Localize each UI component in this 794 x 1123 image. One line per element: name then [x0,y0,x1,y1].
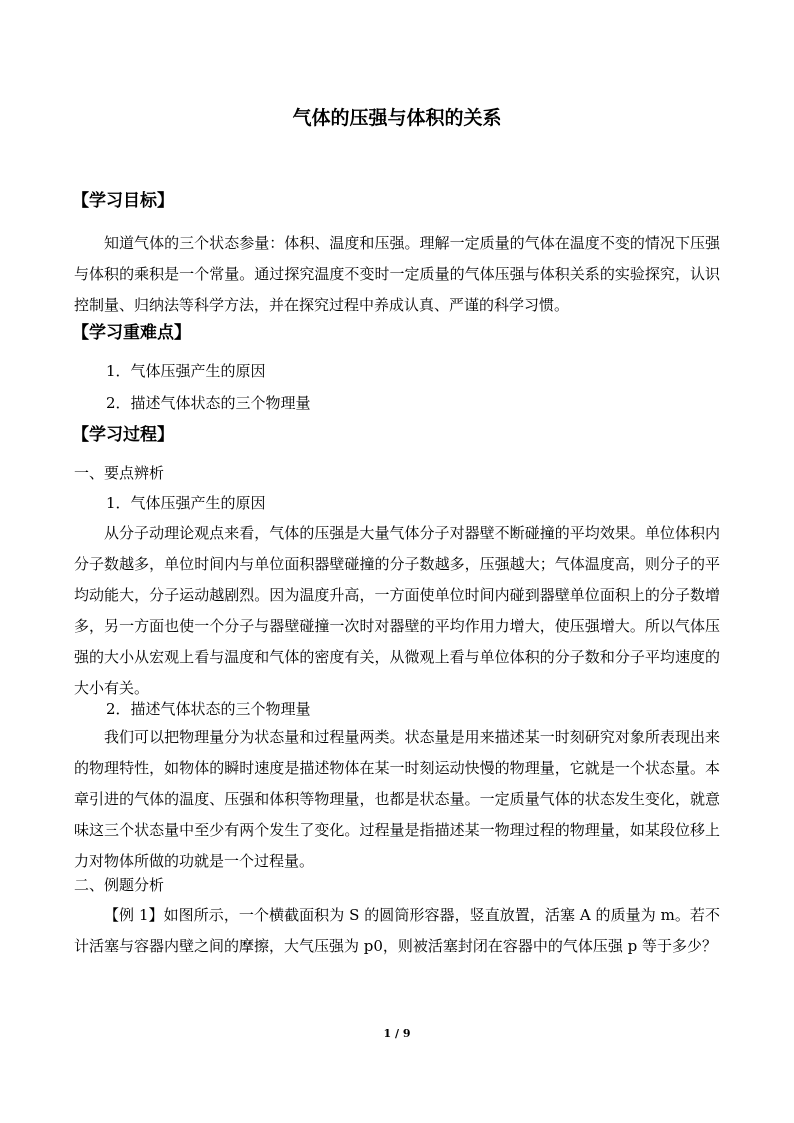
sub1-heading: 1．气体压强产生的原因 [106,494,266,512]
objectives-heading: 【学习目标】 [72,191,174,211]
key-points-heading: 【学习重难点】 [72,323,191,343]
sub1-paragraph: 从分子动理论观点来看，气体的压强是大量气体分子对器壁不断碰撞的平均效果。单位体积内分子数越多，单位时间内与单位面积器壁碰撞的分子数越多，压强越大；气体温度高，则分子的平均动能大，分子运动越剧烈。因为温度升高，一方面使单位时间内碰到器壁单位面积上的分子数增多，另一方面也使一个分子与器壁碰撞一次时对器壁的平均作用力增大，使压强增大。所以气体压强的大小从宏观上看与温度和气体的密度有关，从微观上看与单位体积的分子数和分子平均速度的大小有关。 [74,524,720,697]
key-point-item-2: 2．描述气体状态的三个物理量 [106,394,311,412]
objectives-paragraph: 知道气体的三个状态参量：体积、温度和压强。理解一定质量的气体在温度不变的情况下压强与体积的乘积是一个常量。通过探究温度不变时一定质量的气体压强与体积关系的实验探究，认识控制量、归纳法等科学方法，并在探究过程中养成认真、严谨的科学习惯。 [74,234,720,314]
example1-paragraph: 【例 1】如图所示，一个横截面积为 S 的圆筒形容器，竖直放置，活塞 A 的质量为 m。若不计活塞与容器内壁之间的摩擦，大气压强为 p0，则被活塞封闭在容器中的气体压强 p 等于多少？ [74,906,720,955]
key-point-item-1: 1．气体压强产生的原因 [106,362,266,380]
sub2-heading: 2．描述气体状态的三个物理量 [106,700,311,718]
part2-heading: 二、例题分析 [74,876,165,894]
process-heading: 【学习过程】 [72,425,174,445]
document-title: 气体的压强与体积的关系 [292,107,502,129]
part1-heading: 一、要点辨析 [74,464,165,482]
page-number: 1 / 9 [383,1027,411,1040]
sub2-paragraph: 我们可以把物理量分为状态量和过程量两类。状态量是用来描述某一时刻研究对象所表现出来的物理特性，如物体的瞬时速度是描述物体在某一时刻运动快慢的物理量，它就是一个状态量。本章引进的气体的温度、压强和体积等物理量，也都是状态量。一定质量气体的状态发生变化，就意味这三个状态量中至少有两个发生了变化。过程量是指描述某一物理过程的物理量，如某段位移上力对物体所做的功就是一个过程量。 [74,728,720,870]
